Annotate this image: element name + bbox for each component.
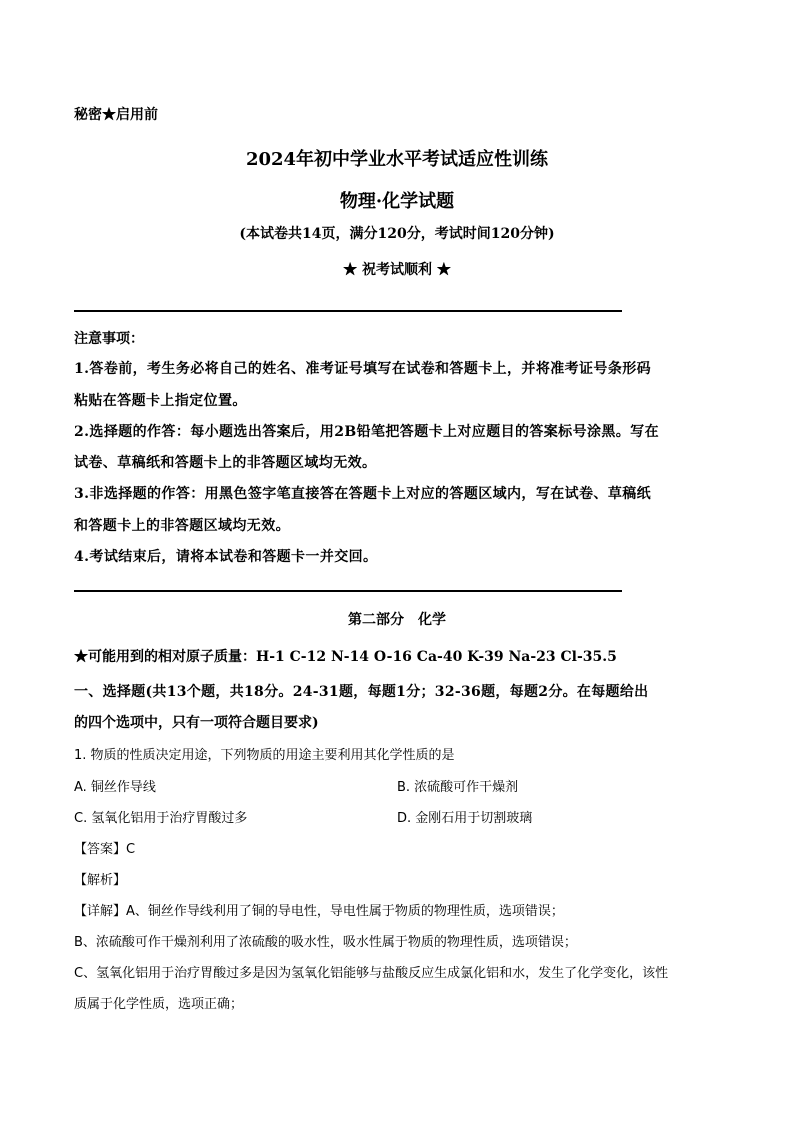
notice-line: 粘贴在答题卡上指定位置。 xyxy=(74,393,247,409)
part-title: 第二部分 化学 xyxy=(348,612,446,628)
detail-line: 质属于化学性质，选项正确； xyxy=(74,997,244,1012)
notice-line: 3.非选择题的作答：用黑色签字笔直接答在答题卡上对应的答题区域内，写在试卷、草稿纸 xyxy=(74,486,652,502)
question-stem: 1. 物质的性质决定用途，下列物质的用途主要利用其化学性质的是 xyxy=(74,748,455,763)
notice-line: 2.选择题的作答：每小题选出答案后，用2B铅笔把答题卡上对应题目的答案标号涂黑。写在 xyxy=(74,424,659,440)
answer-tag: 【答案】 xyxy=(74,842,127,857)
option-a: A. 铜丝作导线 xyxy=(74,780,156,795)
subject-title: 物理·化学试题 xyxy=(339,191,455,212)
detail-line: C、氢氧化铝用于治疗胃酸过多是因为氢氧化铝能够与盐酸反应生成氯化铝和水，发生了化学变化，该性 xyxy=(74,966,669,981)
option-d: D. 金刚石用于切割玻璃 xyxy=(397,811,533,826)
detail-text: A、铜丝作导线利用了铜的导电性，导电性属于物质的物理性质，选项错误； xyxy=(126,904,564,919)
answer-line xyxy=(74,838,135,857)
atomic-mass-line: ★可能用到的相对原子质量：H-1 C-12 N-14 O-16 Ca-40 K-39 Na-23 Cl-35.5 xyxy=(74,649,617,665)
option-c: C. 氢氧化铝用于治疗胃酸过多 xyxy=(74,811,248,826)
exam-title: 2024年初中学业水平考试适应性训练 xyxy=(245,149,549,170)
notice-line: 试卷、草稿纸和答题卡上的非答题区域均无效。 xyxy=(74,455,377,471)
detail-line xyxy=(74,900,564,919)
notice-line: 1.答卷前，考生务必将自己的姓名、准考证号填写在试卷和答题卡上，并将准考证号条形码 xyxy=(74,361,652,377)
analysis-tag: 【解析】 xyxy=(74,873,127,888)
exam-info: (本试卷共14页，满分120分，考试时间120分钟) xyxy=(239,226,555,242)
good-luck-line: ★ 祝考试顺利 ★ xyxy=(343,262,451,278)
section-heading-line: 的四个选项中，只有一项符合题目要求) xyxy=(74,715,319,731)
notice-line: 4.考试结束后，请将本试卷和答题卡一并交回。 xyxy=(74,549,378,565)
answer-value: C xyxy=(126,842,136,857)
confidential-label: 秘密★启用前 xyxy=(74,107,158,123)
divider-top xyxy=(74,310,622,312)
detail-tag: 【详解】 xyxy=(74,904,127,919)
option-b: B. 浓硫酸可作干燥剂 xyxy=(397,780,519,795)
notice-heading: 注意事项： xyxy=(74,331,144,347)
section-heading-line: 一、选择题(共13个题，共18分。24-31题，每题1分；32-36题，每题2分。在每题给出 xyxy=(74,684,649,700)
divider-bottom xyxy=(74,590,622,592)
detail-line: B、浓硫酸可作干燥剂利用了浓硫酸的吸水性，吸水性属于物质的物理性质，选项错误； xyxy=(74,935,577,950)
notice-line: 和答题卡上的非答题区域均无效。 xyxy=(74,518,290,534)
